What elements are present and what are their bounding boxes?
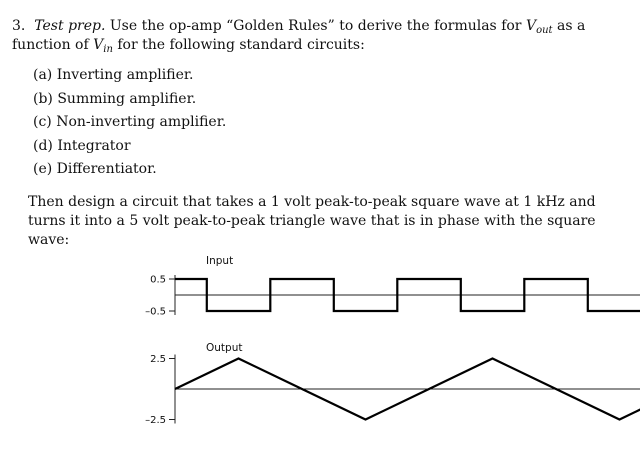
part-label: (d) xyxy=(33,137,53,154)
part-label: (b) xyxy=(33,90,53,107)
output-series-label: Output xyxy=(206,342,243,354)
part-text: Inverting amplifier. xyxy=(56,67,194,83)
problem-intro-1: Use the op-amp “Golden Rules” to derive the formulas for xyxy=(105,18,526,34)
input-series-label: Input xyxy=(206,255,234,267)
part-text: Differentiator. xyxy=(56,161,157,177)
input-y-tick-label: –0.5 xyxy=(145,306,166,318)
problem-intro-2: as a function of xyxy=(12,18,586,53)
vin-symbol: $V_{in}$ xyxy=(93,37,113,55)
part-text: Integrator xyxy=(57,137,131,154)
part-label: (c) xyxy=(33,114,52,130)
design-statement: Then design a circuit that takes a 1 volt peak-to-peak square wave at 1 kHz and turns it into a 5 volt peak-to-peak triangle wave that is in phase with the square wave: xyxy=(28,194,596,248)
problem-number: 3. xyxy=(12,18,26,34)
output-y-tick-label: 2.5 xyxy=(150,354,166,365)
vout-symbol: $V_{out}$ xyxy=(525,18,553,36)
output-plot xyxy=(145,342,640,426)
part-label: (a) xyxy=(33,67,53,83)
part-text: Non-inverting amplifier. xyxy=(56,114,227,130)
problem-title: Test prep. xyxy=(34,18,106,34)
input-plot xyxy=(145,255,640,318)
problem-intro-3: for the following standard circuits: xyxy=(112,37,365,53)
part-text: Summing amplifier. xyxy=(57,90,197,107)
input-y-tick-label: 0.5 xyxy=(150,274,166,286)
output-y-tick-label: –2.5 xyxy=(145,415,166,426)
part-label: (e) xyxy=(33,161,53,177)
